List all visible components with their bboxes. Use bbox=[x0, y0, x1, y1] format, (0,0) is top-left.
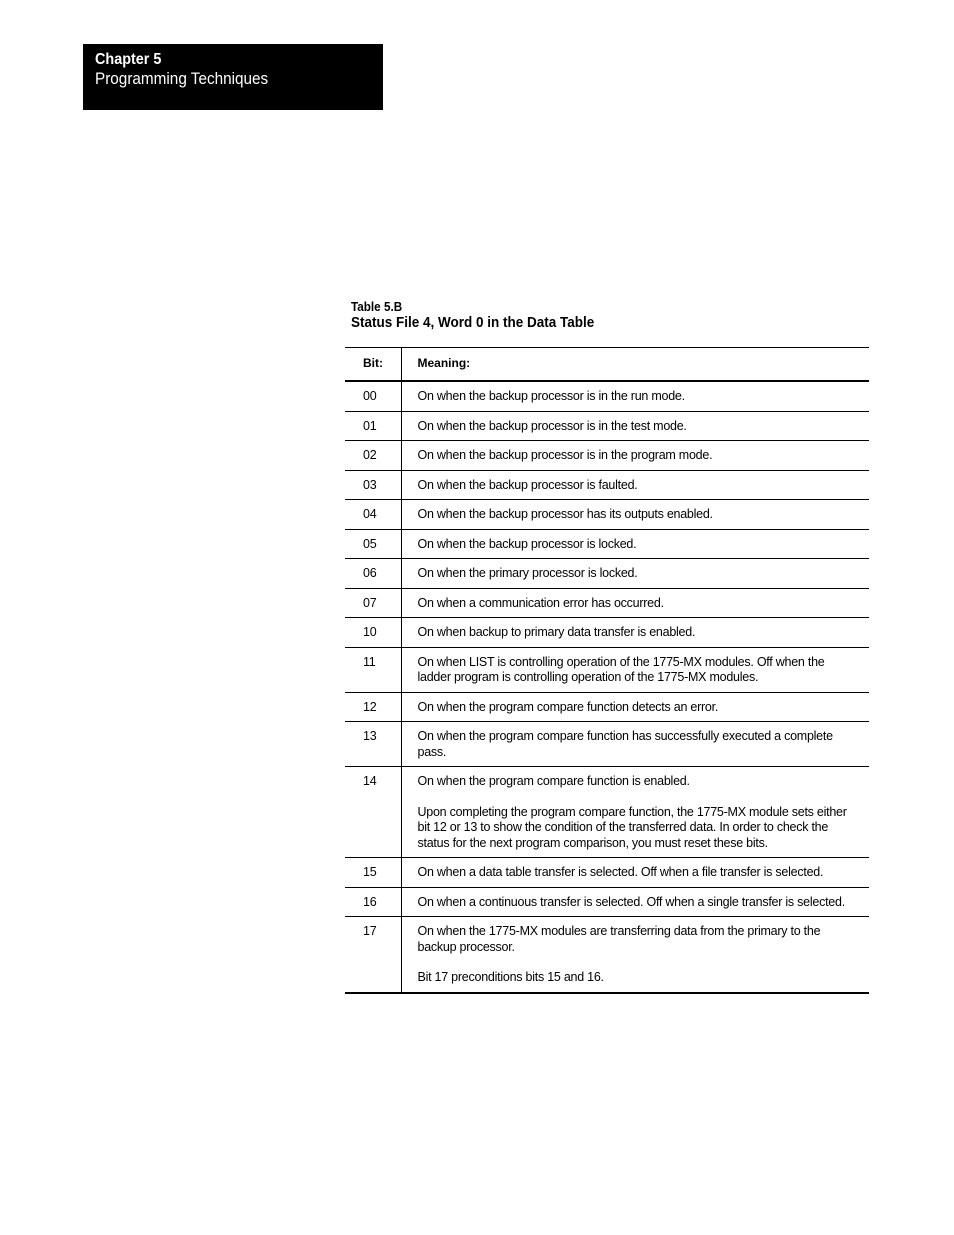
meaning-text: On when a data table transfer is selected. Off when a file transfer is selected. bbox=[417, 865, 824, 879]
meaning-text: On when the backup processor is in the test mode. bbox=[417, 418, 687, 433]
bit-number: 12 bbox=[363, 699, 377, 714]
meaning-text: On when a communication error has occurred. bbox=[417, 595, 664, 610]
meaning-cell bbox=[401, 470, 869, 500]
meaning-cell bbox=[401, 529, 869, 559]
meaning-cell bbox=[401, 887, 869, 917]
bit-cell bbox=[345, 500, 401, 530]
table-row bbox=[345, 529, 869, 559]
meaning-text: On when the backup processor is in the program mode. bbox=[417, 448, 713, 462]
bit-cell bbox=[345, 618, 401, 648]
table-row bbox=[345, 767, 869, 858]
bit-cell bbox=[345, 441, 401, 471]
bit-cell bbox=[345, 692, 401, 722]
meaning-text: On when the 1775-MX modules are transferring data from the primary to the backup processor. bbox=[417, 924, 821, 954]
bit-cell bbox=[345, 858, 401, 888]
table-row bbox=[345, 500, 869, 530]
bit-cell bbox=[345, 767, 401, 858]
table-row bbox=[345, 692, 869, 722]
bit-cell bbox=[345, 381, 401, 411]
bit-column-header: Bit: bbox=[345, 348, 401, 382]
bit-cell bbox=[345, 529, 401, 559]
meaning-cell bbox=[401, 618, 869, 648]
bit-cell bbox=[345, 647, 401, 692]
table-row bbox=[345, 722, 869, 767]
bit-cell bbox=[345, 887, 401, 917]
bit-number: 06 bbox=[363, 566, 377, 580]
meaning-cell bbox=[401, 692, 869, 722]
table-header-row bbox=[345, 348, 869, 382]
table-row bbox=[345, 917, 869, 993]
table-body bbox=[345, 381, 869, 993]
meaning-cell bbox=[401, 411, 869, 441]
meaning-column-header: Meaning: bbox=[401, 348, 869, 382]
meaning-cell bbox=[401, 647, 869, 692]
bit-cell bbox=[345, 411, 401, 441]
bit-cell bbox=[345, 559, 401, 589]
meaning-note: Upon completing the program compare function, the 1775-MX module sets either bit 12 or 13 to show the condition of the transferred data. In order to check the status for the next program comparison, you must reset these bits. bbox=[417, 804, 847, 850]
meaning-text: On when the program compare function detects an error. bbox=[417, 699, 719, 714]
chapter-header bbox=[83, 44, 383, 110]
table-row bbox=[345, 441, 869, 471]
status-bit-table bbox=[345, 347, 869, 994]
table-caption bbox=[351, 299, 621, 331]
bit-number: 05 bbox=[363, 536, 377, 551]
bit-cell bbox=[345, 917, 401, 993]
table-row bbox=[345, 618, 869, 648]
table-row bbox=[345, 559, 869, 589]
table-number: Table 5.B bbox=[351, 299, 403, 314]
meaning-text: On when backup to primary data transfer is enabled. bbox=[417, 625, 696, 639]
bit-number: 00 bbox=[363, 389, 377, 403]
meaning-cell bbox=[401, 588, 869, 618]
table-row bbox=[345, 470, 869, 500]
meaning-text: On when the program compare function has successfully executed a complete pass. bbox=[417, 729, 833, 759]
bit-cell bbox=[345, 470, 401, 500]
bit-number: 02 bbox=[363, 448, 377, 462]
meaning-cell bbox=[401, 917, 869, 993]
table-row bbox=[345, 381, 869, 411]
bit-number: 07 bbox=[363, 595, 377, 610]
meaning-text: On when the primary processor is locked. bbox=[417, 566, 638, 580]
bit-number: 04 bbox=[363, 507, 377, 521]
bit-number: 01 bbox=[363, 418, 377, 433]
meaning-text: On when the backup processor has its outputs enabled. bbox=[417, 507, 713, 521]
meaning-cell bbox=[401, 441, 869, 471]
meaning-cell bbox=[401, 500, 869, 530]
table-row bbox=[345, 647, 869, 692]
table-title: Status File 4, Word 0 in the Data Table bbox=[351, 314, 595, 331]
bit-number: 13 bbox=[363, 729, 377, 743]
bit-number: 10 bbox=[363, 625, 377, 639]
meaning-cell bbox=[401, 722, 869, 767]
meaning-cell bbox=[401, 767, 869, 858]
table-row bbox=[345, 411, 869, 441]
bit-number: 14 bbox=[363, 774, 377, 788]
meaning-text: On when LIST is controlling operation of the 1775-MX modules. Off when the ladder program is controlling operation of the 1775-MX modules. bbox=[417, 654, 825, 684]
bit-number: 15 bbox=[363, 865, 377, 879]
table-row bbox=[345, 588, 869, 618]
bit-number: 16 bbox=[363, 894, 377, 909]
bit-number: 17 bbox=[363, 924, 377, 938]
table-row bbox=[345, 887, 869, 917]
bit-number: 03 bbox=[363, 477, 377, 492]
meaning-cell bbox=[401, 559, 869, 589]
meaning-cell bbox=[401, 858, 869, 888]
meaning-text: On when the program compare function is enabled. bbox=[417, 774, 690, 788]
meaning-text: On when the backup processor is locked. bbox=[417, 536, 637, 551]
meaning-text: On when the backup processor is in the run mode. bbox=[417, 389, 685, 403]
meaning-text: On when the backup processor is faulted. bbox=[417, 477, 638, 492]
meaning-cell bbox=[401, 381, 869, 411]
table-row bbox=[345, 858, 869, 888]
bit-cell bbox=[345, 722, 401, 767]
meaning-note: Bit 17 preconditions bits 15 and 16. bbox=[417, 970, 604, 984]
chapter-title: Programming Techniques bbox=[95, 69, 269, 88]
chapter-number: Chapter 5 bbox=[95, 51, 162, 68]
bit-cell bbox=[345, 588, 401, 618]
meaning-text: On when a continuous transfer is selected. Off when a single transfer is selected. bbox=[417, 894, 845, 909]
bit-number: 11 bbox=[363, 654, 376, 669]
